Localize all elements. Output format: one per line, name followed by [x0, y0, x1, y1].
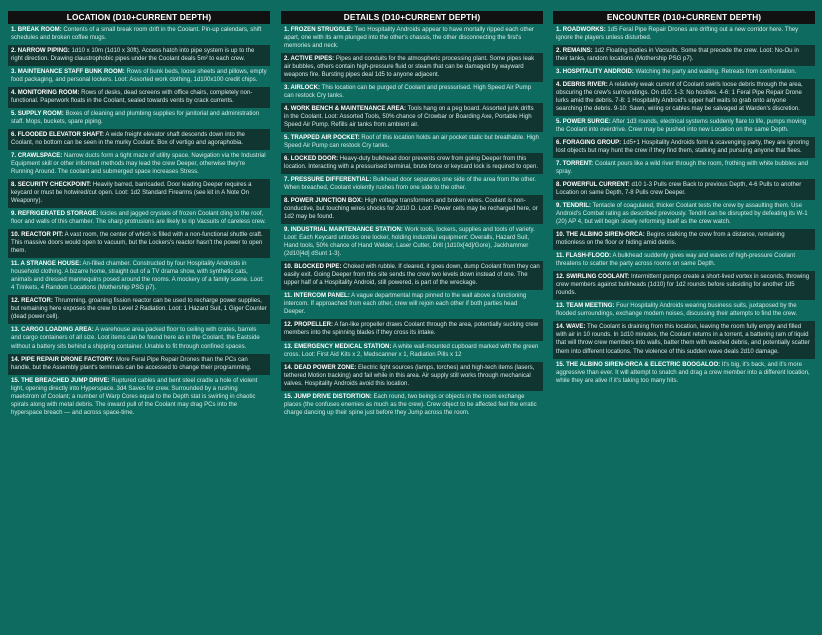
table-entry [553, 116, 815, 137]
entry-body: Roof of this location holds an air pocket static but breathable. High Speed Air Pump can restock Cry tanks. [284, 135, 539, 150]
entry-title: 14. PIPE REPAIR DRONE FACTORY: [11, 356, 115, 363]
details-column-title: DETAILS (D10+CURRENT DEPTH) [281, 11, 543, 24]
entry-body: Contents of a small break room drift in the Coolant. Pin-up calendars, shift schedules and broken coffee mugs. [11, 27, 262, 42]
table-entry [8, 45, 270, 66]
table-entry [281, 153, 543, 174]
entry-title: 4. DEBRIS RIVER: [556, 82, 608, 89]
entry-title: 6. FORAGING GROUP: [556, 140, 622, 147]
entry-body: Work tools, lockers, supplies and tools of variety. Loot: Each Keycard unlocks one locker, holding industrial equipment: Overalls, Hazard Suit, Hand tools, 50% chance of Hand Welder, Laser Cutter, Drill (1d10x[4d]/Gore), Jackhammer (2d10[4d] dSunt 1-3). [284, 227, 535, 258]
entry-body: Four Hospitality Androids wearing business suits, juxtaposed by the flooded surroundings, exchange modem noises, discussing their attempts to find the crew. [556, 303, 798, 318]
location-column-title: LOCATION (D10+CURRENT DEPTH) [8, 11, 270, 24]
entry-body: A warehouse area packed floor to ceiling with crates, barrels and cargo containers of all size. Loot items can be found here as in the Coolant, the Eastside without a battery sits behind a shipping container. Unable to fit through confined spaces. [11, 327, 260, 350]
table-entry [8, 354, 270, 375]
table-entry [281, 53, 543, 82]
location-entries [8, 24, 270, 420]
entry-body: Icicles and jagged crystals of frozen Coolant cling to the roof, floor and walls of this chamber. The sharp protrusions are likely to rip Vacsuits of careless crew. [11, 211, 266, 226]
table-entry [281, 224, 543, 261]
details-column [281, 11, 543, 633]
entry-title: 2. NARROW PIPING: [11, 48, 70, 55]
entry-body: Begins stalking the crew from a distance, remaining motionless on the floor or hiding amid debris. [556, 232, 785, 247]
entry-body: A fan-like propeller draws Coolant through the area, potentially sucking crew members into the spinning blades if they cross its intake. [284, 322, 539, 337]
entry-title: 10. REACTOR PIT: [11, 232, 64, 239]
entry-body: Boxes of cleaning and plumbing supplies for janitorial and administration staff. Mops, buckets, spare piping. [11, 111, 260, 126]
table-entry [553, 321, 815, 358]
entry-title: 15. THE ALBINO SIREN-ORCA & ELECTRIC BOOGALOO: [556, 361, 721, 368]
entry-body: A relatively weak current of Coolant swirls loose debris through the area, obscuring the crew's surroundings. On d10: 1-3: No hostiles. 4-6: 1 Feral Pipe Repair Drone lurks amid the debris. 7-8: 1 Hospitality Android's upper half waits to grab onto anyone searching the debris. 9-10: Sawn, wiring or cables may be salvaged at Warden's discretion. [556, 82, 803, 113]
entry-title: 3. HOSPITALITY ANDROID: [556, 69, 634, 76]
table-entry [553, 229, 815, 250]
table-entry [553, 200, 815, 229]
table-entry [553, 24, 815, 45]
table-entry [8, 295, 270, 324]
entry-body: Choked with rubble. If cleared, it goes down, dump Coolant from they can easily exit. Going Deeper from this site sends the crew two levels down instead of one. The upper half of a Hospitality Android, still powered, is part of the wreckage. [284, 264, 540, 287]
entry-title: 8. SECURITY CHECKPOINT: [11, 182, 92, 189]
table-entry [553, 271, 815, 300]
table-entry [8, 375, 270, 420]
table-entry [553, 250, 815, 271]
entry-body: Pipes and conduits for the atmospheric processing plant. Some pipes leak air bubbles, others contain high-pressure fluid or steam that can be damaged by wayward weapons fire. Bursting pipes deal 1d5 to anyone adjacent. [284, 56, 535, 79]
encounter-column-title: ENCOUNTER (D10+CURRENT DEPTH) [553, 11, 815, 24]
entry-body: A vague departmental map pinned to the wall above a functioning intercom. If approached from each other, crew will rejoin each other if both parties head Deeper. [284, 293, 527, 316]
table-entry [8, 108, 270, 129]
entry-title: 3. AIRLOCK: [284, 85, 321, 92]
entry-title: 7. TORRENT: [556, 161, 594, 168]
entry-title: 11. A STRANGE HOUSE: [11, 261, 82, 268]
table-entry [281, 195, 543, 224]
entry-body: The Coolant is draining from this location, leaving the room fully empty and filled with air in 10 rounds. In 1d10 minutes, the Coolant returns in a torrent, a battering ram of liquid that will throw crew members into walls, batter them with washed debris, and potentially scatter them into different locations. The violence of this sudden wave deals 2d10 damage. [556, 324, 810, 355]
entry-title: 4. WORK BENCH & MAINTENANCE AREA: [284, 106, 407, 113]
table-entry [281, 391, 543, 420]
entry-title: 2. ACTIVE PIPES: [284, 56, 335, 63]
entry-body: Two Hospitality Androids appear to have mortally ripped each other apart, one with its arm plunged into the other's chassis, the other disconnecting the first's memories and neck. [284, 27, 534, 50]
entry-title: 5. TRAPPED AIR POCKET: [284, 135, 360, 142]
table-entry [8, 229, 270, 258]
entry-body: 1d2 Floating bodies in Vacsuits. Some that precede the crew. Loot: No-Ou in their tanks, random locations (Mothership PSG p7). [556, 48, 799, 63]
entry-title: 14. DEAD POWER ZONE: [284, 364, 357, 371]
entry-title: 7. CRAWLSPACE: [11, 153, 63, 160]
entry-title: 6. LOCKED DOOR: [284, 156, 339, 163]
entry-title: 5. POWER SURGE: [556, 119, 611, 126]
table-entry [8, 258, 270, 295]
entry-title: 9. INDUSTRIAL MAINTENANCE STATION: [284, 227, 403, 234]
entry-title: 4. MONITORING ROOM: [11, 90, 80, 97]
entry-title: 1. ROADWORKS: [556, 27, 606, 33]
entry-title: 2. REMAINS: [556, 48, 593, 55]
entry-title: 6. FLOODED ELEVATOR SHAFT: [11, 132, 105, 139]
table-entry [281, 103, 543, 132]
table-entry [281, 341, 543, 362]
entry-body: It's big, it's back, and it's more aggressive than ever. It will attempt to snatch and drag a crew member into a different location, while they are alive if it's taking too many hits. [556, 361, 810, 384]
entry-body: A vast room, the center of which is filled with a non-functional shuttle craft. This massive doors would open to vacuum, but the Lockers's reactor hasn't the power to open them. [11, 232, 263, 255]
entry-title: 10. THE ALBINO SIREN-ORCA: [556, 232, 645, 239]
entry-title: 8. POWER JUNCTION BOX: [284, 198, 363, 205]
entry-body: Rows of desks, dead screens with office chairs, completely non-functional. Paperwork floats in the Coolant, sealed towards vents by crack currents. [11, 90, 253, 105]
encounter-column [553, 11, 815, 633]
entry-body: Watching the party and waiting. Retreats from confrontation. [635, 69, 797, 76]
entry-title: 15. THE BREACHED JUMP DRIVE: [11, 377, 110, 384]
entry-title: 12. PROPELLER: [284, 322, 334, 329]
entry-body: d10 1-3 Pulls crew Back to previous Depth, 4-6 Pulls to another Location on same Depth, 7-8 Pulls crew Deeper. [556, 182, 802, 197]
table-entry [281, 261, 543, 290]
entry-body: More Feral Pipe Repair Drones than the PCs can handle, but the Assembly plant's terminals can be accessed to change their programming. [11, 356, 252, 371]
entry-body: A bulkhead suddenly gives way and waves of high-pressure Coolant threatens to scatter the party across rooms on same Depth. [556, 253, 795, 268]
table-entry [8, 208, 270, 229]
table-entry [281, 290, 543, 319]
entry-body: Ruptured cables and bent steel cradle a hole of violent light, opening directly into Hyperspace. 3d4 Saves for crew. Surrounded by a rushing maelstrom of Coolant; a number of Warp Cores equal to the Depth stat is swirling in chaotic spirals along with metal debris. The inward pull of the Coolant may drag PCs into the hyperspace breach — and across space-time. [11, 377, 258, 416]
entry-title: 5. SUPPLY ROOM: [11, 111, 64, 118]
entry-title: 13. CARGO LOADING AREA: [11, 327, 94, 334]
table-entry [281, 132, 543, 153]
table-entry [553, 137, 815, 158]
encounter-entries [553, 24, 815, 388]
entry-title: 13. EMERGENCY MEDICAL STATION: [284, 343, 392, 350]
table-entry [8, 24, 270, 45]
entry-title: 12. REACTOR: [11, 298, 53, 305]
entry-body: After 1d3 rounds, electrical systems suddenly flare to life, pumps moving the Coolant into overdrive. Crew may be pushed into new Location on the same Depth. [556, 119, 807, 134]
entry-body: Narrow ducts form a tight maze of utility space. Navigation via the Industrial Equipment skill or other informed methods may lead the crew Deeper, otherwise they're Running Around. The coolant and submerged space increases Stress. [11, 153, 266, 176]
table-entry [281, 24, 543, 53]
table-entry [553, 45, 815, 66]
table-entry [8, 324, 270, 353]
entry-body: 1d5+1 Hospitality Androids form a scavenging party, they are ignoring lost objects but may hunt the crew if they find them, stalking and pursuing anyone that flees. [556, 140, 809, 155]
table-entry [8, 66, 270, 87]
entry-body: Thrumming, groaning fission reactor can be used to recharge power supplies, but remaining here exposes the crew to Level 2 Radiation. Loot: 1 Hazard Suit, 1 Giger Counter (dead power cell). [11, 298, 267, 321]
entry-body: An-filled chamber. Constructed by four Hospitality Androids in household clothing. A bizarre home, straight out of a TV drama show, with synthetic cats, animals and dressed mannequins posed around the rooms. A mockery of a family scene. Loot: 4 Trinkets, 4 Random Locations (Mothership PSG p7). [11, 261, 264, 292]
table-entry [553, 66, 815, 79]
entry-body: Electric light sources (lamps, torches) and high-tech items (lasers, tethered Motion tracking) and fail while in this area. Air supply still works through mechanical valves. Hospitality Androids avoid this location. [284, 364, 535, 387]
details-entries [281, 24, 543, 420]
entry-body: Each round, two beings or objects in the room exchange places (the confuses enemies as much as the crew). Crew object to be affected feel the erratic charge dancing up their spine just before they Jump across the room. [284, 393, 537, 416]
entry-body: Intermittent pumps create a short-lived vortex in seconds, throwing crew members against bulkheads (1d10) for 1d2 rounds before subsiding for another 1d5 rounds. [556, 274, 810, 297]
entry-title: 14. WAVE: [556, 324, 586, 331]
entry-title: 13. TEAM MEETING: [556, 303, 615, 310]
entry-body: Bulkhead door separates one side of the area from the other. When breached, Coolant violently rushes from one side to the other. [284, 177, 537, 192]
table-entry [553, 79, 815, 116]
table-entry [8, 150, 270, 179]
table-entry [553, 158, 815, 179]
entry-body: Heavily barred, barricaded. Door leading Deeper requires a keycard or must be hotwired/cut open. Loot: 1d2 Standard Firearms (see kit in A Note On Weaponry). [11, 182, 252, 205]
entry-title: 12. SWIRLING COOLANT: [556, 274, 630, 281]
location-column [8, 11, 270, 633]
entry-title: 9. REFRIGERATED STORAGE: [11, 211, 99, 218]
entry-body: 1d10 x 10m (1d10 x 30ft). Access hatch into pipe system is up to the right direction. Drawing claustrophobic pipes under the Coolant deals 5m² to each crew. [11, 48, 255, 63]
entry-title: 7. PRESSURE DIFFERENTIAL: [284, 177, 372, 184]
entry-title: 11. FLASH-FLOOD: [556, 253, 612, 260]
entry-title: 15. JUMP DRIVE DISTORTION: [284, 393, 372, 400]
entry-body: Heavy-duty bulkhead door prevents crew from going Deeper from this location. Interacting with a pressurised terminal, brute force or keycard lock is required to open. [284, 156, 539, 171]
table-entry [281, 82, 543, 103]
table-entry [8, 129, 270, 150]
table-entry [281, 319, 543, 340]
table-entry [553, 300, 815, 321]
table-entry [8, 179, 270, 208]
entry-title: 1. BREAK ROOM: [11, 27, 62, 33]
entry-body: 1d5 Feral Pipe Repair Drones are drifting out a new corridor here. They ignore the players unless disturbed. [556, 27, 799, 42]
table-entry [281, 174, 543, 195]
entry-body: A wide freight elevator shaft descends down into the Coolant, no bottom can be seen in the murky Coolant. Box of vertigo and agoraphobia. [11, 132, 245, 147]
entry-body: Rows of bunk beds, loose sheets and pillows, empty food packaging, and personal lockers. Loot: Assorted work clothing, 1d100x100 credit chips. [11, 69, 267, 84]
entry-body: This location can be purged of Coolant and pressurised. High Speed Air Pump can restock Cry tanks. [284, 85, 532, 100]
entry-body: Tools hang on a peg board. Assorted junk drifts in the Coolant. Loot: Assorted Tools, 50% chance of Crowbar or Boarding Axe, Portable High Speed Air Pump. Refills air tanks from ambient air. [284, 106, 534, 129]
entry-body: Tentacle of coagulated, thicker Coolant tests the crew by assaulting them. Use Android's Combat rating as described previously. Tendril can be disrupted by defeating its W-1 (20) AP 4, but will begin slowly reforming itself as the crew watch. [556, 203, 808, 226]
entry-title: 1. FROZEN STRUGGLE: [284, 27, 353, 33]
table-entry [553, 179, 815, 200]
entry-title: 9. TENDRIL: [556, 203, 591, 210]
entry-title: 8. POWERFUL CURRENT: [556, 182, 630, 189]
entry-title: 3. MAINTENANCE STAFF BUNK ROOM: [11, 69, 125, 76]
entry-body: High voltage transformers and broken wires. Coolant is non-conductive, but touching wires shocks for 2d10 D. Loot: Power cells may be recharged here, or 1d2 may be found. [284, 198, 538, 221]
entry-body: A white wall-mounted cupboard marked with the green cross. Loot: First Aid Kits x 2, Medscanner x 1, Radiation Pills x 12 [284, 343, 539, 358]
table-entry [8, 87, 270, 108]
entry-title: 10. BLOCKED PIPE: [284, 264, 342, 271]
entry-title: 11. INTERCOM PANEL: [284, 293, 350, 300]
entry-body: Coolant pours like a wild river through the room, frothing with white bubbles and spray. [556, 161, 808, 176]
table-entry [281, 362, 543, 391]
table-entry [553, 359, 815, 388]
